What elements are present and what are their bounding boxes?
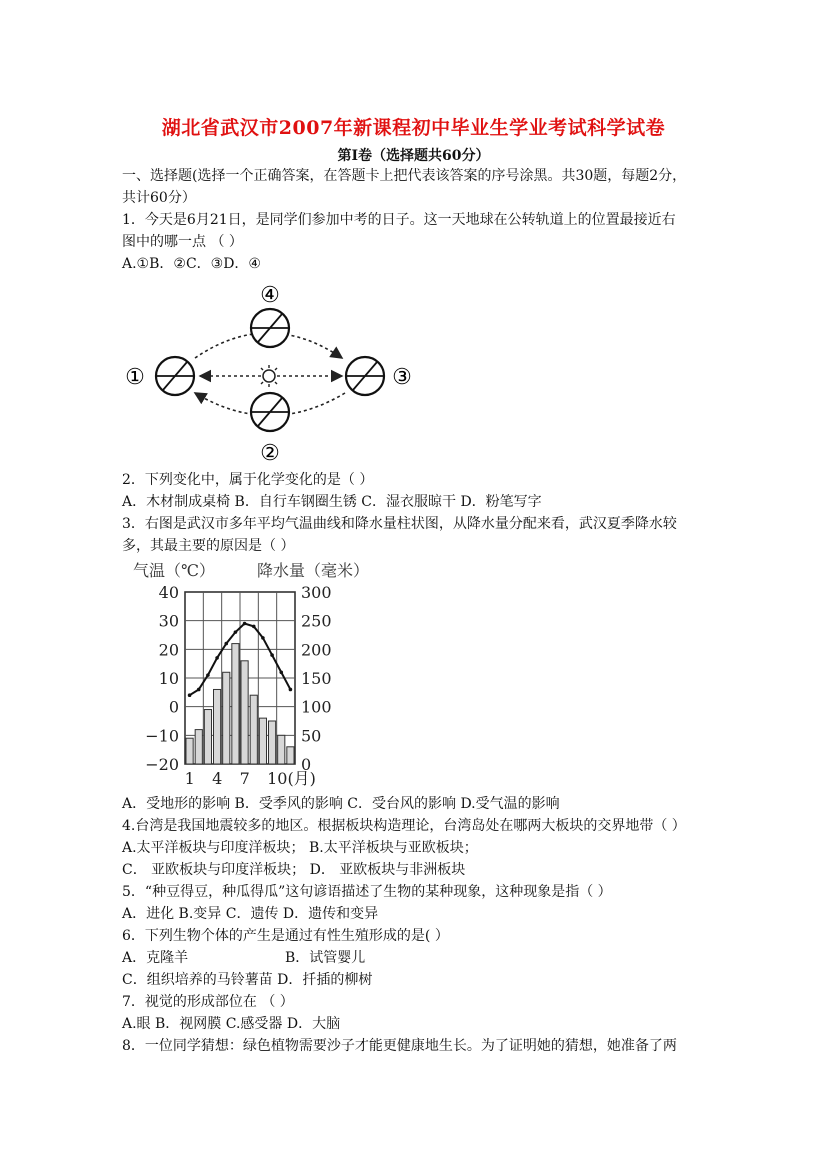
orbit-diagram	[120, 278, 420, 468]
y-left-tick-label: 10	[158, 669, 179, 688]
precipitation-bar	[278, 735, 285, 764]
q4-options-cd: C． 亚欧板块与印度洋板块； D． 亚欧板块与非洲板块	[122, 862, 466, 878]
temperature-point	[261, 636, 265, 640]
y-right-tick-label: 50	[301, 726, 322, 746]
precipitation-bar	[186, 738, 193, 764]
y-right-tick-label: 150	[301, 669, 332, 688]
sun-icon	[258, 365, 280, 387]
q3-stem-line-1: 3．右图是武汉市多年平均气温曲线和降水量柱状图，从降水量分配来看，武汉夏季降水较	[122, 516, 677, 532]
precipitation-bar	[250, 695, 257, 764]
y-left-tick-label: 40	[158, 583, 179, 602]
q2-options: A．木材制成桌椅 B．自行车钢圈生锈 C．湿衣服晾干 D．粉笔写字	[122, 494, 542, 510]
temperature-point	[215, 656, 219, 660]
precipitation-bar	[204, 710, 211, 764]
chart-left-axis-title: 气温（℃）	[133, 561, 215, 580]
q3-stem-line-2: 多，其最主要的原因是（ ）	[122, 538, 295, 554]
q3-options: A．受地形的影响 B．受季风的影响 C．受台风的影响 D.受气温的影响	[122, 796, 560, 812]
y-right-tick-label: 200	[301, 640, 332, 660]
x-tick-label: 4	[212, 769, 223, 788]
q7-options: A.眼 B．视网膜 C.感受器 D．大脑	[122, 1016, 341, 1032]
x-tick-label: 10(月)	[267, 769, 316, 788]
q4-options-ab: A.太平洋板块与印度洋板块； B.太平洋板块与亚欧板块；	[122, 840, 478, 856]
y-left-tick-label: −20	[145, 755, 179, 774]
q5-options: A．进化 B.变异 C．遗传 D．遗传和变异	[122, 906, 379, 922]
earth-position-3	[346, 357, 384, 395]
precipitation-bar	[269, 721, 276, 764]
y-right-tick-label: 0	[301, 755, 312, 774]
temperature-point	[279, 670, 283, 674]
q5-stem: 5．“种豆得豆，种瓜得瓜”这句谚语描述了生物的某种现象，这种现象是指（ ）	[122, 884, 612, 900]
precipitation-bar	[241, 661, 248, 764]
precipitation-bar	[287, 747, 294, 764]
x-tick-label: 1	[184, 769, 195, 788]
y-right-tick-label: 300	[301, 583, 332, 602]
q7-stem: 7．视觉的形成部位在 （ ）	[122, 994, 294, 1010]
temperature-point	[289, 688, 293, 692]
section-instruction-line-1: 一、选择题(选择一个正确答案，在答题卡上把代表该答案的序号涂黑。共30题，每题2分，	[122, 168, 687, 184]
section-instruction-line-2: 共计60分）	[122, 190, 196, 206]
section-subtitle: 第Ⅰ卷（选择题共60分）	[337, 148, 490, 164]
precipitation-bar	[223, 672, 230, 764]
q1-stem-line-2: 图中的哪一点 （ ）	[122, 234, 243, 250]
orbit-label-1: ①	[125, 365, 145, 390]
temperature-point	[188, 693, 192, 697]
q6-options-cd: C．组织培养的马铃薯苗 D．扦插的柳树	[122, 972, 373, 988]
q6-option-a: A．克隆羊	[122, 950, 189, 966]
q4-stem: 4.台湾是我国地震较多的地区。根据板块构造理论，台湾岛处在哪两大板块的交界地带（ ）	[122, 818, 686, 834]
q6-stem: 6．下列生物个体的产生是通过有性生殖形成的是( ）	[122, 928, 449, 944]
exam-title: 湖北省武汉市2007年新课程初中毕业生学业考试科学试卷	[161, 117, 666, 139]
temperature-point	[234, 630, 238, 634]
q1-stem-line-1: 1．今天是6月21日，是同学们参加中考的日子。这一天地球在公转轨道上的位置最接近右	[122, 212, 676, 228]
temperature-point	[270, 653, 274, 657]
climate-chart	[125, 556, 400, 791]
q6-option-b: B．试管婴儿	[285, 950, 366, 966]
orbit-label-3: ③	[392, 365, 412, 390]
y-right-tick-label: 250	[301, 611, 332, 631]
chart-right-axis-title: 降水量（毫米）	[257, 561, 370, 580]
temperature-point	[206, 673, 210, 677]
temperature-point	[252, 625, 256, 629]
y-right-tick-label: 100	[301, 697, 332, 717]
temperature-point	[224, 642, 228, 646]
precipitation-bar	[214, 689, 221, 764]
y-left-tick-label: −10	[145, 726, 179, 746]
earth-position-1	[156, 357, 194, 395]
q1-options: A.①B．②C．③D．④	[122, 256, 261, 272]
temperature-point	[197, 688, 201, 692]
temperature-point	[243, 622, 247, 626]
orbit-label-2: ②	[260, 441, 280, 466]
x-tick-label: 7	[239, 769, 250, 788]
q2-stem: 2．下列变化中，属于化学变化的是（ ）	[122, 472, 374, 488]
q8-stem: 8．一位同学猜想：绿色植物需要沙子才能更健康地生长。为了证明她的猜想，她准备了两	[122, 1038, 677, 1054]
y-left-tick-label: 20	[158, 640, 179, 660]
precipitation-bar	[232, 644, 239, 764]
precipitation-bar	[259, 718, 266, 764]
orbit-label-4: ④	[260, 283, 280, 308]
y-left-tick-label: 0	[168, 697, 179, 717]
y-left-tick-label: 30	[158, 611, 179, 631]
earth-position-2	[251, 393, 289, 431]
precipitation-bar	[195, 730, 202, 764]
earth-position-4	[251, 309, 289, 347]
